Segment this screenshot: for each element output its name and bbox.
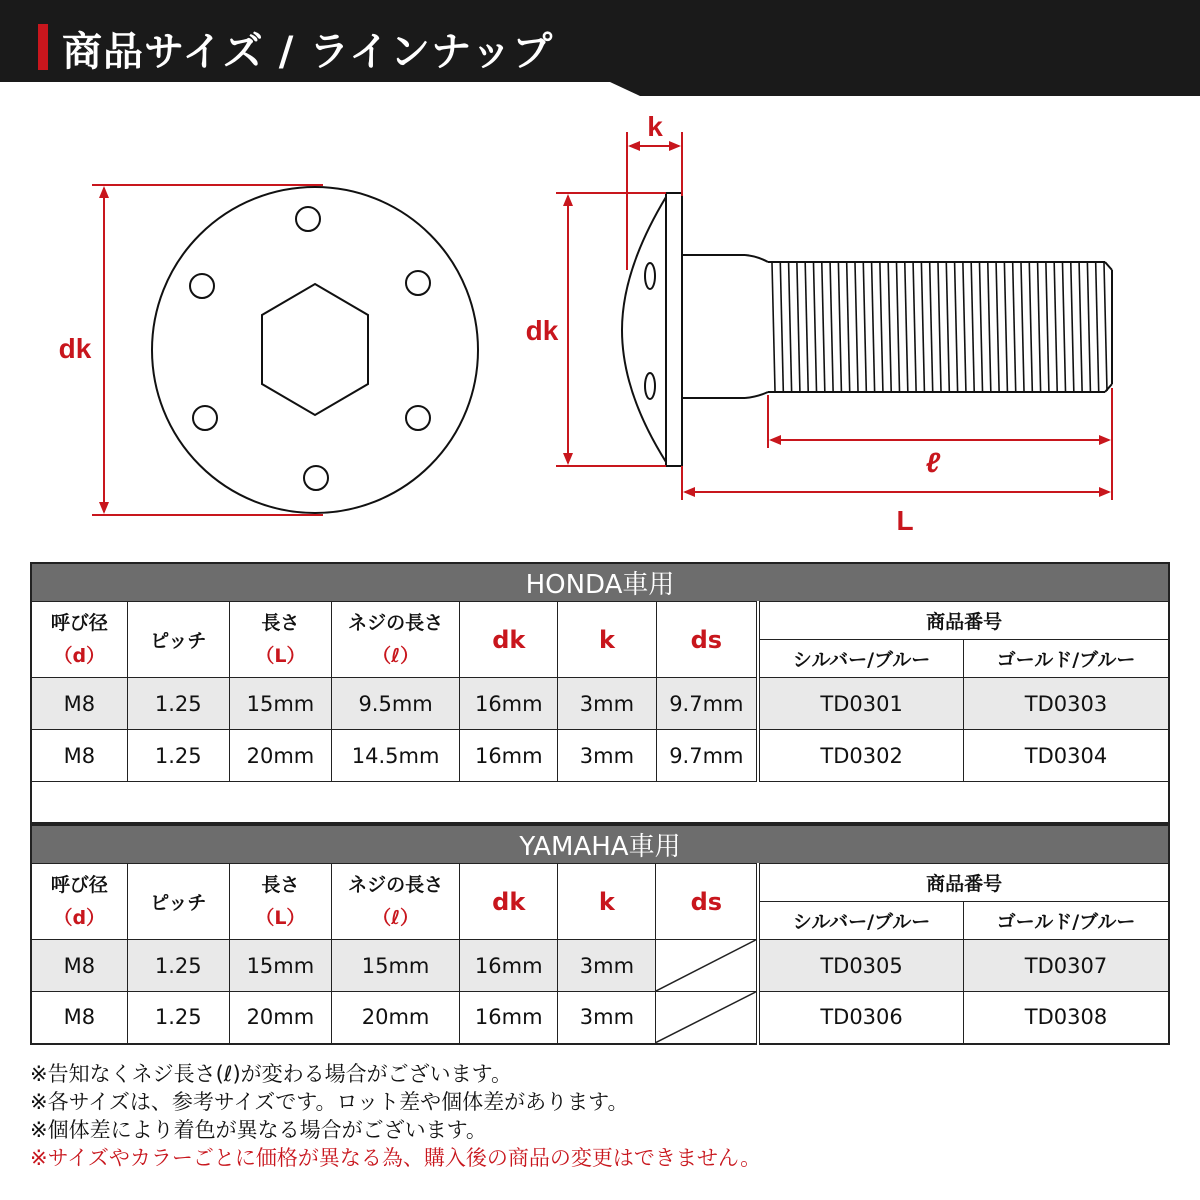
cell-code-silver-blue: TD0301 bbox=[758, 678, 963, 730]
dk-front-dimension bbox=[92, 185, 323, 515]
thread-line bbox=[830, 263, 833, 391]
thread-line bbox=[913, 263, 916, 391]
cell-thread-length: 15mm bbox=[331, 940, 459, 992]
thread-line bbox=[880, 263, 883, 391]
cell-length: 20mm bbox=[229, 730, 331, 782]
thread-line bbox=[1054, 263, 1057, 391]
cell-dk: 16mm bbox=[460, 730, 558, 782]
header-nominal-diameter: 呼び径 （d） bbox=[31, 602, 127, 678]
table-row bbox=[31, 940, 1169, 992]
cell-k: 3mm bbox=[558, 940, 656, 992]
thread-line bbox=[1071, 263, 1074, 391]
k-label: k bbox=[647, 111, 663, 142]
cell-length: 15mm bbox=[229, 940, 331, 992]
thread-line bbox=[1079, 263, 1082, 391]
cell-d: M8 bbox=[31, 992, 127, 1044]
cell-code-silver-blue: TD0305 bbox=[758, 940, 963, 992]
header-dk: dk bbox=[460, 602, 558, 678]
cell-ds: 9.7mm bbox=[656, 678, 758, 730]
dk-front-label: dk bbox=[58, 333, 92, 364]
thread-line bbox=[1029, 263, 1032, 391]
cell-ds: 9.7mm bbox=[656, 730, 758, 782]
thread-line bbox=[1063, 263, 1066, 391]
cell-thread-length: 14.5mm bbox=[332, 730, 460, 782]
cell-code-silver-blue: TD0306 bbox=[758, 992, 963, 1044]
cell-pitch: 1.25 bbox=[127, 730, 229, 782]
cell-k: 3mm bbox=[558, 678, 656, 730]
header-pitch: ピッチ bbox=[127, 864, 229, 940]
thread-line bbox=[805, 263, 808, 391]
header-pitch: ピッチ bbox=[127, 602, 229, 678]
thread-line bbox=[971, 263, 974, 391]
cell-pitch: 1.25 bbox=[127, 678, 229, 730]
cell-code-gold-blue: TD0308 bbox=[963, 992, 1169, 1044]
thread-line bbox=[1038, 263, 1041, 391]
thread-length-dimension bbox=[768, 388, 1112, 500]
thread-lines bbox=[772, 263, 1107, 391]
cell-code-silver-blue: TD0302 bbox=[758, 730, 963, 782]
thread-line bbox=[847, 263, 850, 391]
thread-line bbox=[1046, 263, 1049, 391]
thread-line bbox=[888, 263, 891, 391]
header-k: k bbox=[558, 864, 656, 940]
thread-line bbox=[772, 263, 775, 391]
thread-line bbox=[1021, 263, 1024, 391]
yamaha-spec-table bbox=[30, 824, 1170, 1045]
table-row bbox=[31, 678, 1169, 730]
header-ds: ds bbox=[656, 864, 758, 940]
bolt-front-view bbox=[152, 187, 478, 513]
header-length: 長さ （L） bbox=[229, 602, 331, 678]
header-thread-length: ネジの長さ （ℓ） bbox=[332, 602, 460, 678]
k-dimension bbox=[627, 132, 682, 270]
cell-code-gold-blue: TD0307 bbox=[963, 940, 1169, 992]
thread-line bbox=[863, 263, 866, 391]
thread-line bbox=[938, 263, 941, 391]
dk-side-dimension bbox=[556, 193, 666, 466]
header-silver-blue: シルバー/ブルー bbox=[758, 902, 963, 940]
page-title: 商品サイズ / ラインナップ bbox=[62, 29, 554, 75]
thread-line bbox=[996, 263, 999, 391]
thread-line bbox=[797, 263, 800, 391]
cell-d: M8 bbox=[31, 678, 127, 730]
thread-line bbox=[955, 263, 958, 391]
cell-length: 15mm bbox=[229, 678, 331, 730]
cell-ds-not-applicable bbox=[656, 940, 758, 992]
thread-length-label: ℓ bbox=[925, 447, 941, 478]
banner-accent-bar bbox=[38, 24, 48, 70]
header-product-number: 商品番号 bbox=[758, 864, 1169, 902]
thread-line bbox=[921, 263, 924, 391]
cell-thread-length: 20mm bbox=[331, 992, 459, 1044]
total-length-dimension bbox=[682, 466, 1111, 500]
table-row bbox=[31, 992, 1169, 1044]
cell-ds-not-applicable bbox=[656, 992, 758, 1044]
warning-note: ※サイズやカラーごとに価格が異なる為、購入後の商品の変更はできません。 bbox=[30, 1146, 762, 1170]
cell-thread-length: 9.5mm bbox=[332, 678, 460, 730]
total-length-label: L bbox=[896, 505, 914, 536]
cell-length: 20mm bbox=[229, 992, 331, 1044]
thread-line bbox=[988, 263, 991, 391]
honda-table-title: HONDA車用 bbox=[31, 563, 1169, 602]
cell-code-gold-blue: TD0303 bbox=[964, 678, 1169, 730]
header-product-number: 商品番号 bbox=[758, 602, 1169, 640]
header-nominal-diameter: 呼び径 （d） bbox=[31, 864, 127, 940]
honda-spec-table bbox=[30, 562, 1170, 824]
thread-line bbox=[1004, 263, 1007, 391]
cell-d: M8 bbox=[31, 940, 127, 992]
header-k: k bbox=[558, 602, 656, 678]
dk-side-label: dk bbox=[525, 315, 559, 346]
thread-line bbox=[963, 263, 966, 391]
thread-line bbox=[822, 263, 825, 391]
cell-k: 3mm bbox=[558, 730, 656, 782]
thread-line bbox=[980, 263, 983, 391]
header-ds: ds bbox=[656, 602, 758, 678]
table-row bbox=[31, 730, 1169, 782]
note-line: ※個体差により着色が異なる場合がございます。 bbox=[30, 1118, 487, 1142]
header-length: 長さ （L） bbox=[229, 864, 331, 940]
cell-d: M8 bbox=[31, 730, 127, 782]
thread-line bbox=[814, 263, 817, 391]
header-dk: dk bbox=[460, 864, 558, 940]
thread-line bbox=[838, 263, 841, 391]
thread-line bbox=[1087, 263, 1090, 391]
thread-line bbox=[1104, 263, 1107, 391]
notes-section bbox=[30, 1060, 1170, 1172]
cell-dk: 16mm bbox=[460, 678, 558, 730]
yamaha-table-title: YAMAHA車用 bbox=[31, 825, 1169, 864]
thread-line bbox=[905, 263, 908, 391]
cell-dk: 16mm bbox=[460, 992, 558, 1044]
cell-dk: 16mm bbox=[460, 940, 558, 992]
note-line: ※各サイズは、参考サイズです。ロット差や個体差があります。 bbox=[30, 1090, 629, 1114]
header-gold-blue: ゴールド/ブルー bbox=[964, 640, 1169, 678]
thread-line bbox=[1013, 263, 1016, 391]
header-silver-blue: シルバー/ブルー bbox=[758, 640, 963, 678]
thread-line bbox=[946, 263, 949, 391]
cell-code-gold-blue: TD0304 bbox=[964, 730, 1169, 782]
cell-pitch: 1.25 bbox=[127, 940, 229, 992]
thread-line bbox=[1096, 263, 1099, 391]
thread-line bbox=[872, 263, 875, 391]
thread-line bbox=[855, 263, 858, 391]
thread-line bbox=[930, 263, 933, 391]
header-gold-blue: ゴールド/ブルー bbox=[963, 902, 1169, 940]
note-line: ※告知なくネジ長さ(ℓ)が変わる場合がございます。 bbox=[30, 1062, 512, 1086]
table-spacer-row bbox=[31, 782, 1169, 824]
thread-line bbox=[897, 263, 900, 391]
header-banner bbox=[0, 0, 1200, 96]
thread-line bbox=[780, 263, 783, 391]
cell-pitch: 1.25 bbox=[127, 992, 229, 1044]
header-thread-length: ネジの長さ （ℓ） bbox=[331, 864, 459, 940]
bolt-dimension-diagram bbox=[0, 96, 1200, 556]
thread-line bbox=[789, 263, 792, 391]
cell-k: 3mm bbox=[558, 992, 656, 1044]
